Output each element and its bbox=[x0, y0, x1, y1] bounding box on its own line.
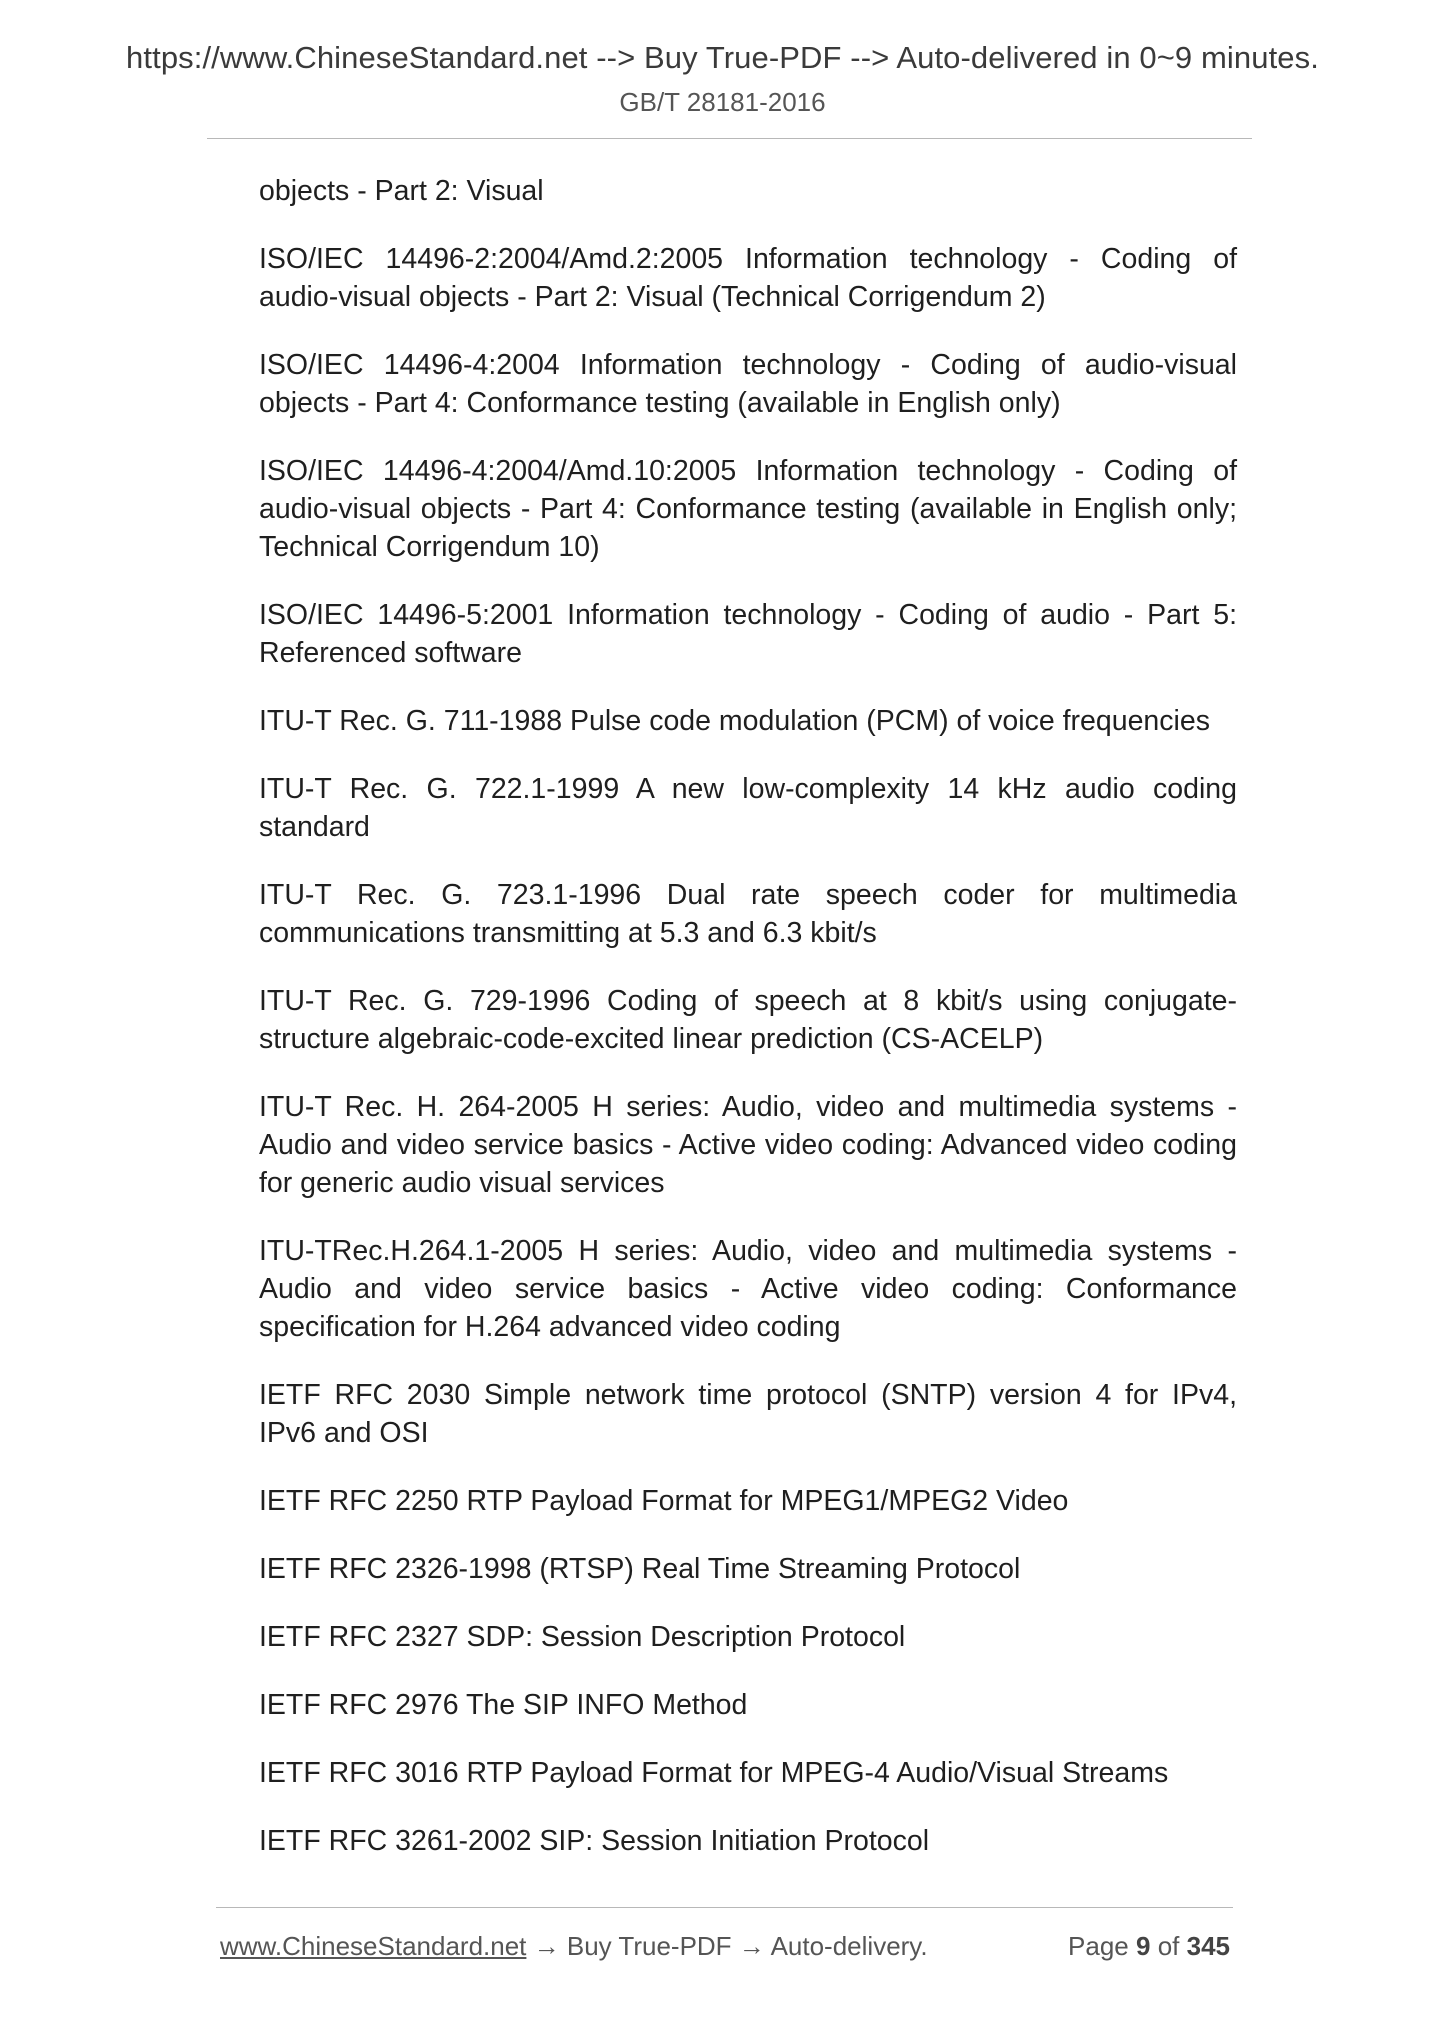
reference-item: ISO/IEC 14496-5:2001 Information technology - Coding of audio - Part 5: Referenced software bbox=[259, 599, 1237, 669]
page-indicator bbox=[1068, 1928, 1230, 1964]
footer-tagline: → Buy True-PDF → Auto-delivery. bbox=[526, 1931, 928, 1961]
reference-item: ITU-T Rec. H. 264-2005 H series: Audio, video and multimedia systems - Audio and video service basics - Active video coding: Advanced video coding for generic audio visual services bbox=[259, 1091, 1237, 1199]
reference-item: ITU-T Rec. G. 729-1996 Coding of speech at 8 kbit/s using conjugate-structure algebraic-code-excited linear prediction (CS-ACELP) bbox=[259, 985, 1237, 1055]
footer-promo bbox=[220, 1928, 928, 1964]
page-footer bbox=[220, 1928, 1230, 1964]
reference-item: IETF RFC 2326-1998 (RTSP) Real Time Streaming Protocol bbox=[259, 1553, 1021, 1585]
reference-item: objects - Part 2: Visual bbox=[259, 175, 544, 207]
header-divider bbox=[207, 138, 1252, 139]
reference-item: ISO/IEC 14496-2:2004/Amd.2:2005 Information technology - Coding of audio-visual objects - Part 2: Visual (Technical Corrigendum 2) bbox=[259, 243, 1237, 313]
footer-divider bbox=[216, 1907, 1233, 1908]
reference-item: ISO/IEC 14496-4:2004/Amd.10:2005 Information technology - Coding of audio-visual objects - Part 4: Conformance testing (available in English only; Technical Corrigendum 10) bbox=[259, 455, 1237, 563]
reference-item: IETF RFC 2250 RTP Payload Format for MPEG1/MPEG2 Video bbox=[259, 1485, 1069, 1517]
reference-item: IETF RFC 2327 SDP: Session Description Protocol bbox=[259, 1621, 906, 1653]
reference-item: ITU-T Rec. G. 722.1-1999 A new low-complexity 14 kHz audio coding standard bbox=[259, 773, 1237, 843]
reference-item: ITU-T Rec. G. 711-1988 Pulse code modulation (PCM) of voice frequencies bbox=[259, 705, 1210, 737]
page-label: Page bbox=[1068, 1931, 1136, 1961]
reference-item: IETF RFC 3261-2002 SIP: Session Initiation Protocol bbox=[259, 1825, 930, 1857]
page-total: 345 bbox=[1186, 1931, 1230, 1961]
reference-item: IETF RFC 2030 Simple network time protocol (SNTP) version 4 for IPv4, IPv6 and OSI bbox=[259, 1379, 1237, 1449]
page-header bbox=[0, 38, 1445, 118]
header-banner: https://www.ChineseStandard.net --> Buy True-PDF --> Auto-delivered in 0~9 minutes. bbox=[126, 40, 1319, 75]
footer-site-link[interactable]: www.ChineseStandard.net bbox=[220, 1931, 527, 1961]
references-list bbox=[259, 172, 1237, 1890]
standard-number: GB/T 28181-2016 bbox=[619, 87, 826, 117]
reference-item: ISO/IEC 14496-4:2004 Information technology - Coding of audio-visual objects - Part 4: Conformance testing (available in English only) bbox=[259, 349, 1237, 419]
reference-item: ITU-TRec.H.264.1-2005 H series: Audio, video and multimedia systems - Audio and video service basics - Active video coding: Conformance specification for H.264 advanced video coding bbox=[259, 1235, 1237, 1343]
reference-item: ITU-T Rec. G. 723.1-1996 Dual rate speech coder for multimedia communications transmitting at 5.3 and 6.3 kbit/s bbox=[259, 879, 1237, 949]
reference-item: IETF RFC 3016 RTP Payload Format for MPEG-4 Audio/Visual Streams bbox=[259, 1757, 1169, 1789]
reference-item: IETF RFC 2976 The SIP INFO Method bbox=[259, 1689, 748, 1721]
page-of: of bbox=[1150, 1931, 1187, 1961]
page-current: 9 bbox=[1136, 1931, 1151, 1961]
